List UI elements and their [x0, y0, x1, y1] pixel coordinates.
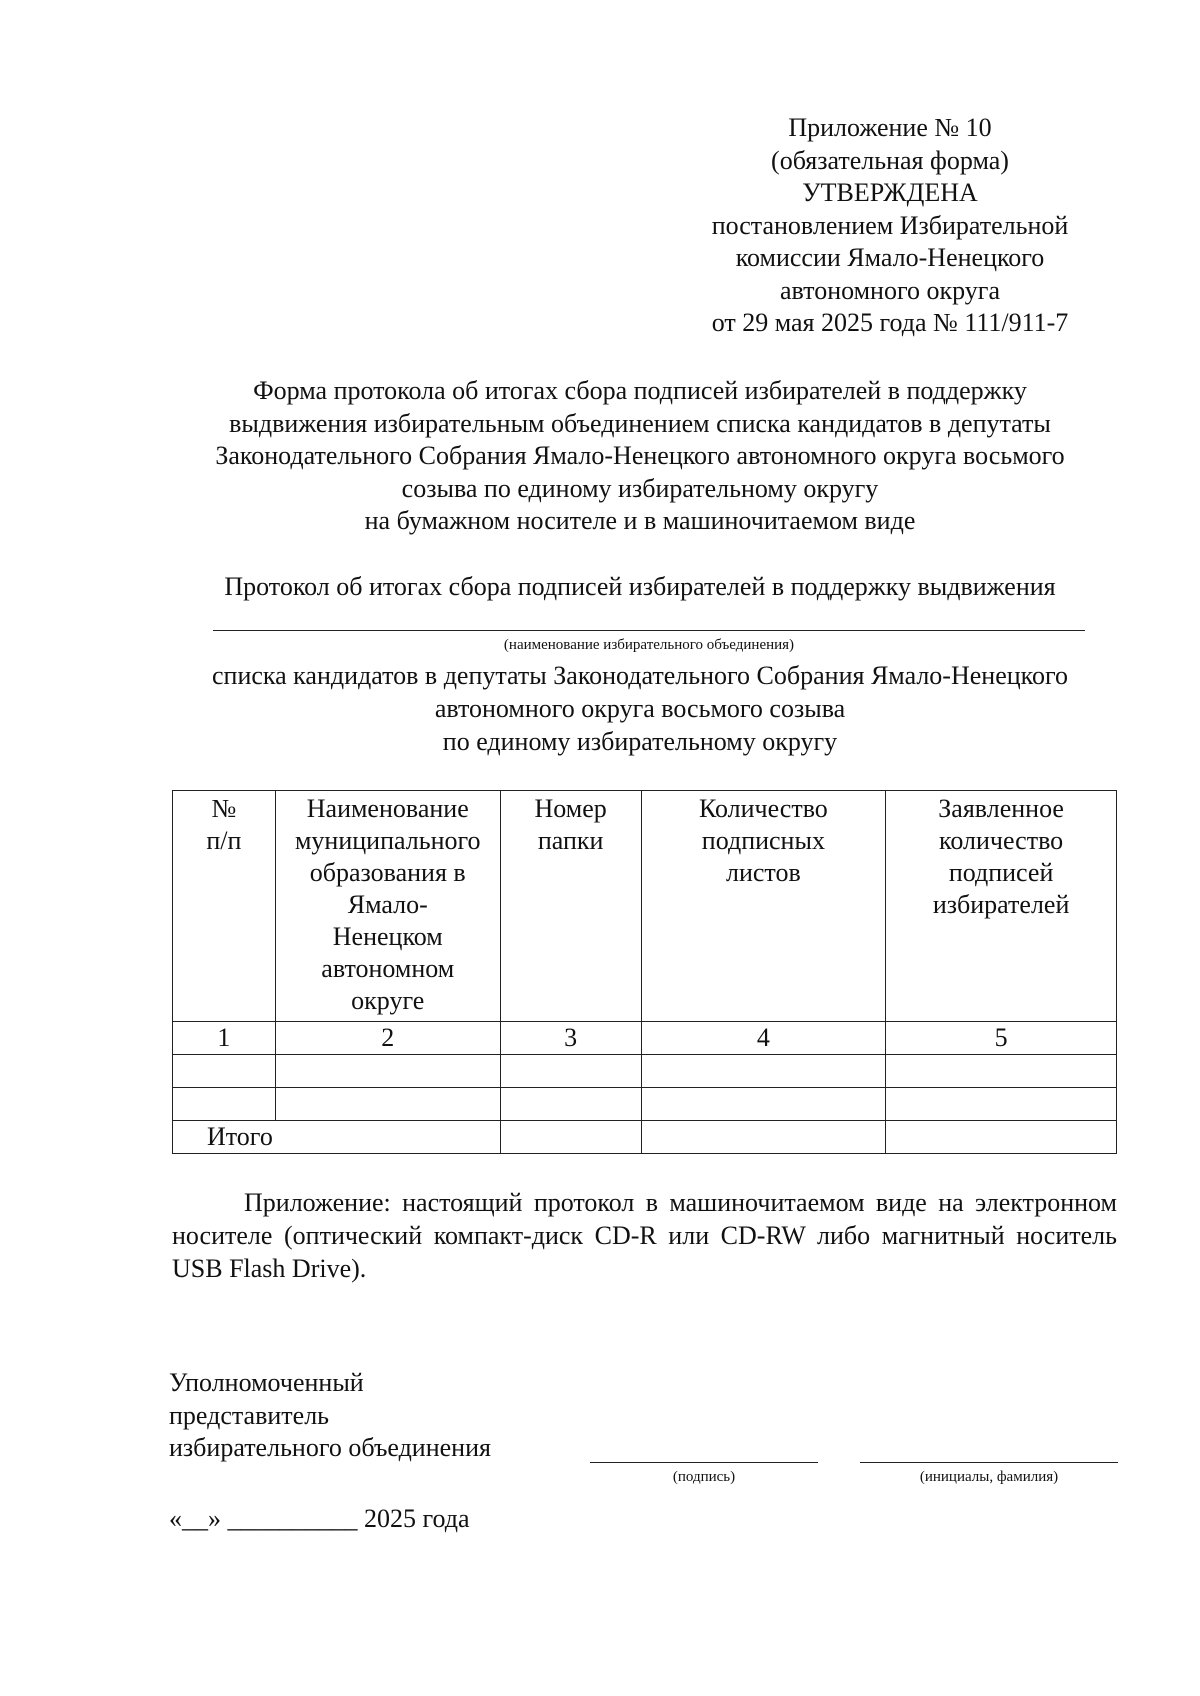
date-line: «__» __________ 2025 года	[169, 1504, 470, 1533]
table-header-row	[173, 791, 1117, 1022]
column-number: 4	[641, 1022, 886, 1055]
table-cell	[173, 1055, 276, 1088]
protocol-heading: Протокол об итогах сбора подписей избирателей в поддержку выдвижения	[224, 572, 1056, 601]
header-text: Ямало-	[347, 890, 428, 919]
table-row	[173, 1088, 1117, 1121]
header-sheet-count	[641, 791, 886, 1022]
column-number: 5	[886, 1022, 1117, 1055]
column-number: 3	[500, 1022, 641, 1055]
list-text-line: автономного округа восьмого созыва	[434, 694, 846, 723]
table-cell	[500, 1055, 641, 1088]
header-text: Ненецком	[332, 922, 443, 951]
header-text: количество	[939, 826, 1064, 855]
table-cell	[641, 1121, 886, 1154]
approval-line: автономного округа	[780, 275, 1000, 305]
approval-line: Приложение № 10	[788, 113, 992, 142]
total-label: Итого	[207, 1122, 273, 1151]
table-cell	[886, 1121, 1117, 1154]
representative-label-line: представитель	[169, 1400, 330, 1430]
header-text: муниципального	[294, 826, 481, 855]
list-text-line: списка кандидатов в депутаты Законодательного Собрания Ямало-Ненецкого	[212, 661, 1068, 690]
attachment-paragraph: Приложение: настоящий протокол в машиночитаемом виде на электронном носителе (оптический компакт-диск CD-R или CD-RW либо магнитный носитель USB Flash Drive).	[172, 1188, 1117, 1283]
representative-label-line: Уполномоченный	[169, 1368, 364, 1397]
approval-line: комиссии Ямало-Ненецкого	[735, 243, 1045, 272]
table-cell	[500, 1088, 641, 1121]
table-cell	[500, 1121, 641, 1154]
form-title-line: созыва по единому избирательному округу	[401, 473, 879, 503]
approval-line: УТВЕРЖДЕНА	[802, 178, 978, 207]
table-cell	[641, 1055, 886, 1088]
header-text: Номер	[534, 794, 607, 823]
approval-line: постановлением Избирательной	[711, 210, 1069, 240]
column-number: 1	[173, 1022, 276, 1055]
header-text: Количество	[698, 794, 828, 823]
header-text: округе	[351, 986, 425, 1015]
signature-line	[590, 1462, 818, 1463]
association-name-line	[213, 630, 1085, 631]
header-text: образования в	[309, 858, 466, 887]
approval-block	[690, 112, 1090, 340]
header-folder-number	[500, 791, 641, 1022]
header-text: избирателей	[932, 890, 1070, 919]
form-title-line: выдвижения избирательным объединением списка кандидатов в депутаты	[229, 408, 1051, 438]
table-cell	[641, 1088, 886, 1121]
table-cell	[275, 1088, 500, 1121]
table-row	[173, 1055, 1117, 1088]
form-title-line: на бумажном носителе и в машиночитаемом виде	[364, 506, 916, 535]
signature-caption: (подпись)	[672, 1469, 736, 1485]
signatures-table	[172, 790, 1117, 1154]
header-text: Заявленное	[938, 794, 1064, 823]
form-title-line: Форма протокола об итогах сбора подписей избирателей в поддержку	[253, 376, 1027, 405]
header-text: подписей	[948, 858, 1054, 887]
header-text: подписных	[701, 826, 825, 855]
header-text: папки	[537, 826, 604, 855]
table-cell	[173, 1088, 276, 1121]
protocol-list-text	[160, 659, 1120, 758]
total-row	[173, 1121, 1117, 1154]
total-label-cell	[173, 1121, 501, 1154]
header-text: Наименование	[306, 794, 469, 823]
association-name-caption: (наименование избирательного объединения)	[503, 637, 795, 653]
header-text: листов	[726, 858, 801, 887]
representative-label-line: избирательного объединения	[169, 1433, 491, 1462]
header-text: автономном	[321, 954, 455, 983]
header-text: №	[211, 794, 237, 823]
initials-surname-caption: (инициалы, фамилия)	[919, 1469, 1059, 1485]
list-text-line: по единому избирательному округу	[442, 727, 838, 756]
initials-surname-line	[860, 1462, 1118, 1463]
representative-label	[169, 1367, 491, 1465]
column-number: 2	[275, 1022, 500, 1055]
table-cell	[886, 1088, 1117, 1121]
approval-line: от 29 мая 2025 года № 111/911-7	[711, 308, 1069, 337]
table-cell	[886, 1055, 1117, 1088]
form-title	[160, 375, 1120, 538]
table-cell	[275, 1055, 500, 1088]
column-number-row	[173, 1022, 1117, 1055]
header-text: п/п	[206, 826, 242, 855]
header-number	[173, 791, 276, 1022]
header-municipality	[275, 791, 500, 1022]
approval-line: (обязательная форма)	[771, 145, 1009, 175]
form-title-line: Законодательного Собрания Ямало-Ненецкого автономного округа восьмого	[215, 441, 1065, 470]
header-signature-count	[886, 791, 1117, 1022]
